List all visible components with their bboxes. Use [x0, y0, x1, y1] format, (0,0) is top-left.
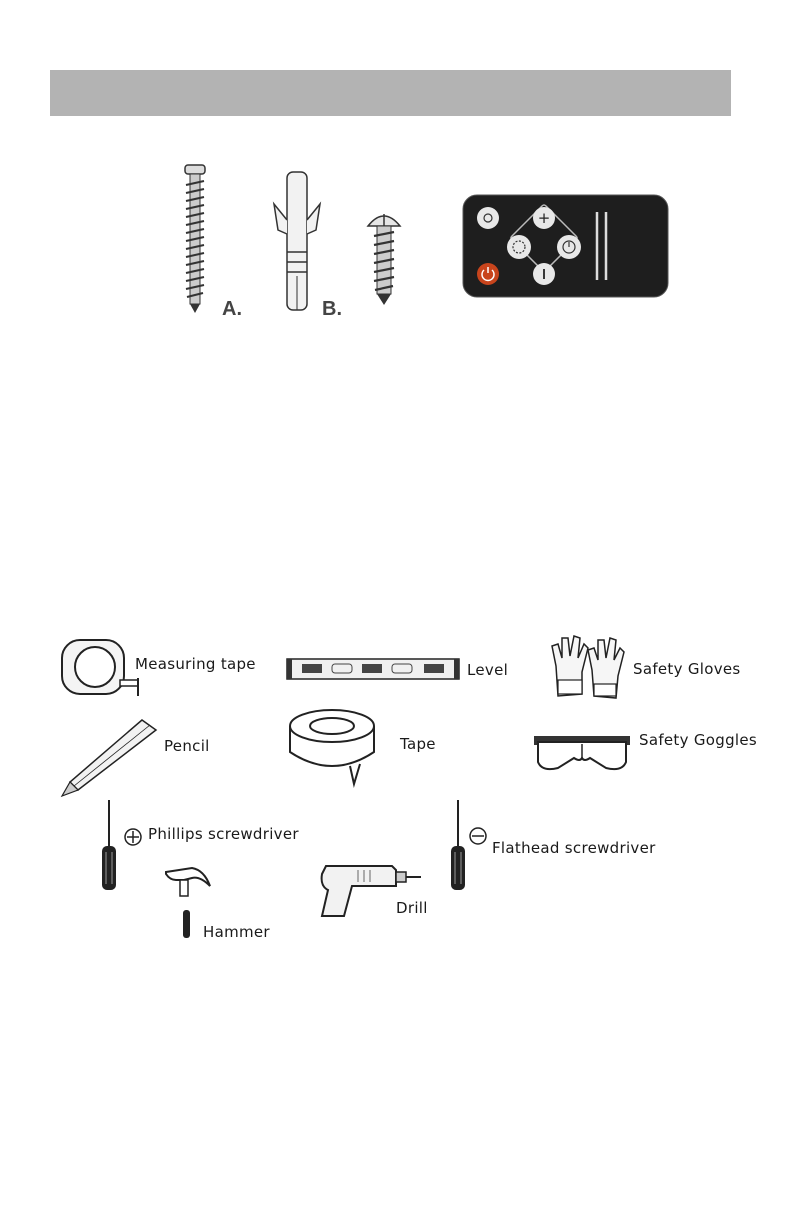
section-header-bar [50, 70, 731, 116]
safety-gloves-icon [548, 634, 626, 702]
part-a-label: A. [222, 298, 242, 320]
phillips-screwdriver-icon [100, 800, 118, 892]
hammer-label: Hammer [203, 923, 270, 941]
long-screw-icon [180, 165, 210, 315]
wall-anchor-icon [272, 172, 322, 314]
mode-icon [507, 235, 531, 259]
safety-goggles-icon [532, 728, 632, 774]
timer-icon [557, 235, 581, 259]
part-b-label: B. [322, 298, 342, 320]
level-label: Level [467, 661, 509, 679]
phillips-screwdriver-label: Phillips screwdriver [148, 825, 299, 843]
pencil-icon [60, 716, 160, 798]
flathead-screwdriver-label: Flathead screwdriver [492, 839, 656, 857]
safety-gloves-label: Safety Gloves [633, 660, 741, 678]
plus-icon [533, 207, 555, 229]
level-icon [286, 658, 460, 680]
measuring-tape-icon [60, 638, 142, 698]
drill-label: Drill [396, 899, 428, 917]
light-icon [477, 207, 499, 229]
flathead-head-icon [469, 827, 487, 845]
safety-goggles-label: Safety Goggles [639, 731, 758, 749]
short-screw-icon [366, 210, 402, 306]
measuring-tape-label: Measuring tape [135, 655, 256, 673]
tape-roll-icon [288, 706, 388, 786]
phillips-head-icon [124, 828, 142, 846]
minus-icon [533, 263, 555, 285]
tape-label: Tape [400, 735, 436, 753]
remote-control-icon [462, 194, 669, 298]
flathead-screwdriver-icon [449, 800, 467, 892]
svg-text:+: + [537, 209, 551, 227]
pencil-label: Pencil [164, 737, 210, 755]
power-icon [477, 263, 499, 285]
